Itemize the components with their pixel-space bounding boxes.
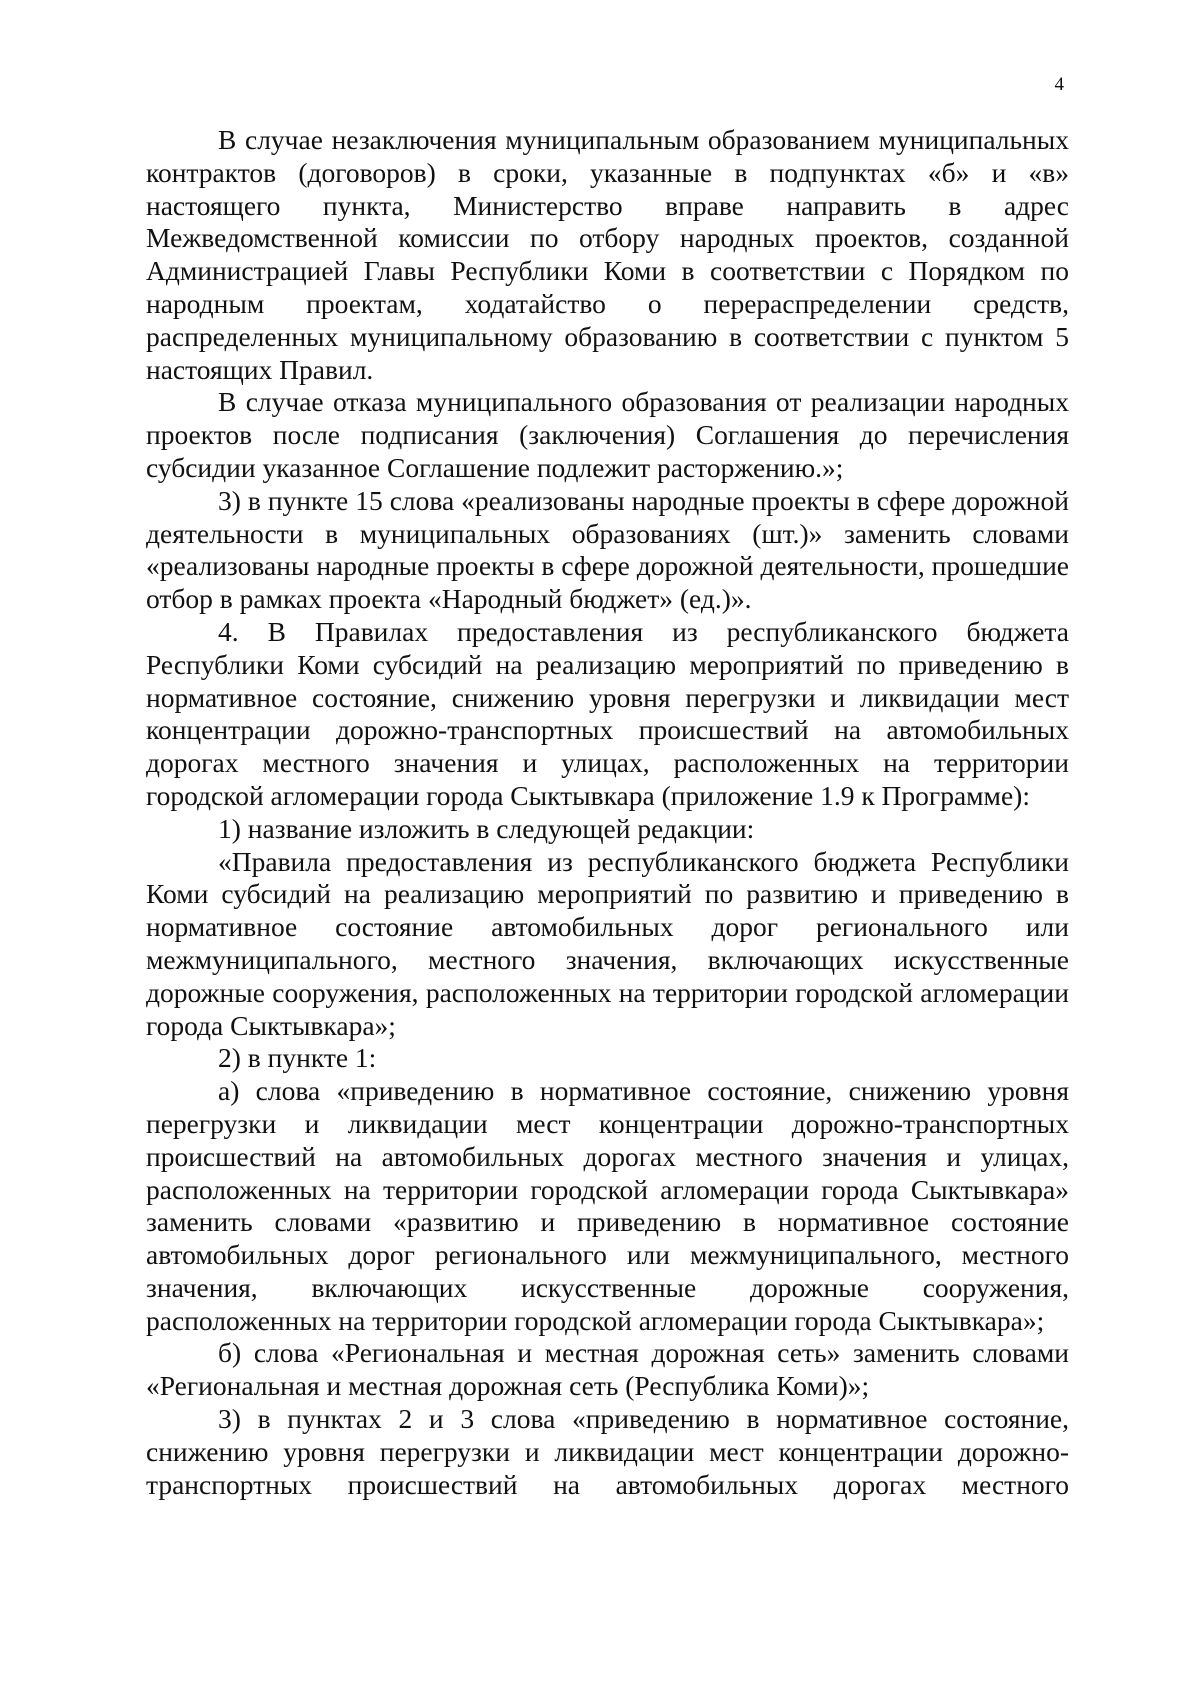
paragraph: «Правила предоставления из республиканского бюджета Республики Коми субсидий на реализацию мероприятий по развитию и приведению в нормативное состояние автомобильных дорог регионального или межмуниципального, местного значения, включающих искусственные дорожные сооружения, расположенных на территории городской агломерации города Сыктывкара»; — [146, 845, 1069, 1041]
paragraph: 1) название изложить в следующей редакции: — [218, 812, 755, 844]
paragraph: а) слова «приведению в нормативное состояние, снижению уровня перегрузки и ликвидации мест концентрации дорожно-транспортных происшествий на автомобильных дорогах местного значения и улицах, расположенных на территории городской агломерации города Сыктывкара» заменить словами «развитию и приведению в нормативное состояние автомобильных дорог регионального или межмуниципального, местного значения, включающих искусственные дорожные сооружения, расположенных на территории городской агломерации города Сыктывкара»; — [146, 1075, 1069, 1336]
paragraph: 3) в пунктах 2 и 3 слова «приведению в нормативное состояние, снижению уровня перегрузки и ликвидации мест концентрации дорожно-транспортных происшествий на автомобильных дорогах местного — [146, 1403, 1069, 1500]
page-number: 4 — [1054, 74, 1064, 95]
paragraph: 3) в пункте 15 слова «реализованы народные проекты в сфере дорожной деятельности в муниципальных образованиях (шт.)» заменить словами «реализованы народные проекты в сфере дорожной деятельности, прошедшие отбор в рамках проекта «Народный бюджет» (ед.)». — [146, 484, 1069, 615]
paragraph: В случае отказа муниципального образования от реализации народных проектов после подписания (заключения) Соглашения до перечисления субсидии указанное Соглашение подлежит расторжению.»; — [146, 386, 1069, 483]
paragraph: 2) в пункте 1: — [218, 1042, 377, 1074]
document-body — [146, 124, 1069, 1501]
paragraph: 4. В Правилах предоставления из республиканского бюджета Республики Коми субсидий на реализацию мероприятий по приведению в нормативное состояние, снижению уровня перегрузки и ликвидации мест концентрации дорожно-транспортных происшествий на автомобильных дорогах местного значения и улицах, расположенных на территории городской агломерации города Сыктывкара (приложение 1.9 к Программе): — [146, 615, 1069, 811]
paragraph: В случае незаключения муниципальным образованием муниципальных контрактов (договоров) в сроки, указанные в подпунктах «б» и «в» настоящего пункта, Министерство вправе направить в адрес Межведомственной комиссии по отбору народных проектов, созданной Администрацией Главы Республики Коми в соответствии с Порядком по народным проектам, ходатайство о перераспределении средств, распределенных муниципальному образованию в соответствии с пунктом 5 настоящих Правил. — [146, 124, 1069, 385]
paragraph: б) слова «Региональная и местная дорожная сеть» заменить словами «Региональная и местная дорожная сеть (Республика Коми)»; — [146, 1337, 1069, 1402]
